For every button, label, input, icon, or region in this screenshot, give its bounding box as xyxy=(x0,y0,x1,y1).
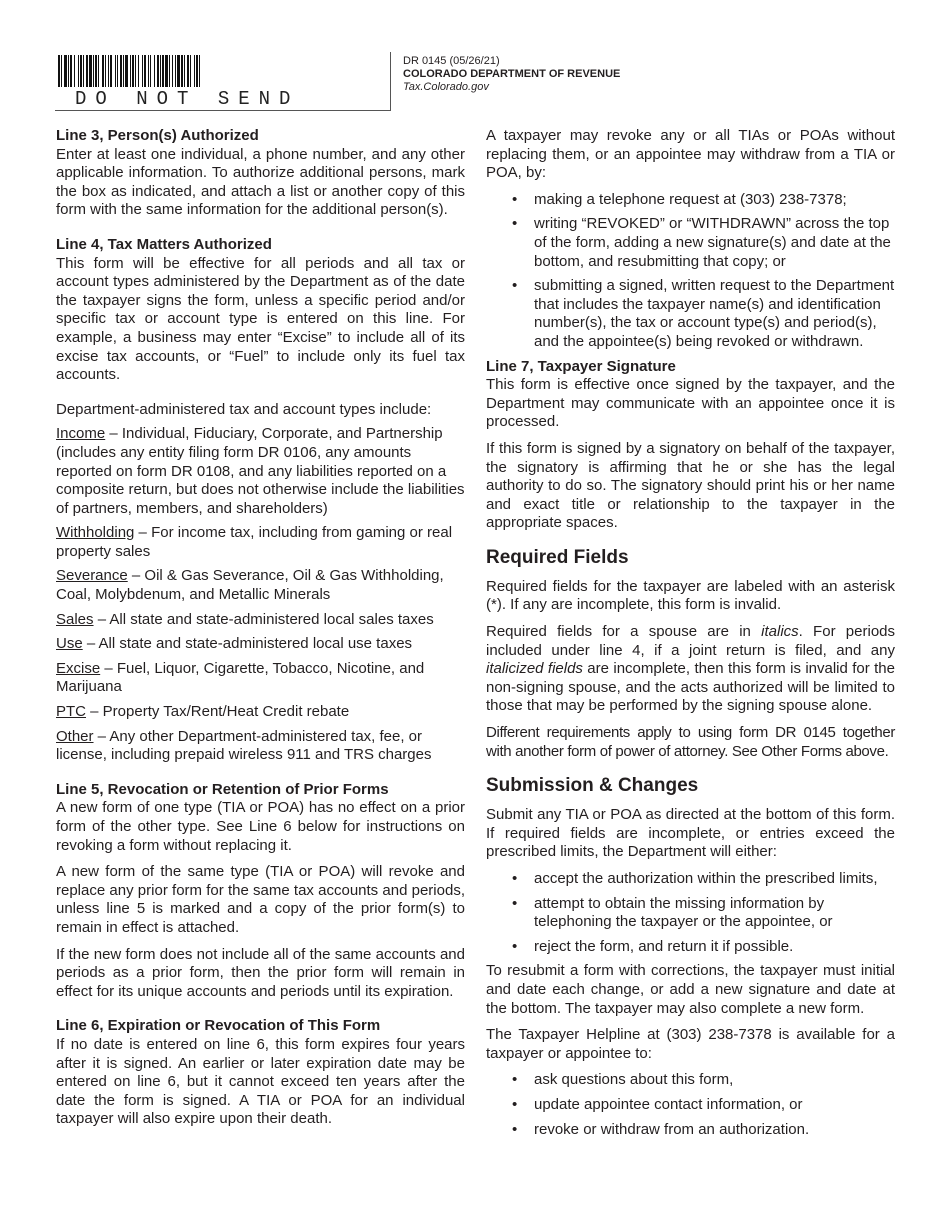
line5-p1: A new form of one type (TIA or POA) has no effect on a prior form of the other type. See Line 6 below for instructions on revoking a form without replacing it. xyxy=(56,799,465,854)
revoke-list xyxy=(486,191,895,352)
tax-type-item xyxy=(56,567,465,604)
list-item: • accept the authorization within the prescribed limits, xyxy=(486,870,895,889)
barcode-bar xyxy=(157,55,159,87)
barcode-bar xyxy=(74,55,75,87)
barcode-bar xyxy=(108,55,109,87)
tax-type-desc: – Fuel, Liquor, Cigarette, Tobacco, Nicotine, and Marijuana xyxy=(56,659,425,696)
tax-type-desc: – Any other Department-administered tax, fee, or license, including prepaid wireless 911 and TRS charges xyxy=(56,727,432,764)
barcode-block xyxy=(55,52,391,111)
form-id: DR 0145 (05/26/21) xyxy=(403,55,500,67)
barcode-bar xyxy=(89,55,92,87)
barcode-bar xyxy=(125,55,128,87)
barcode-image xyxy=(58,55,278,87)
barcode-bar xyxy=(86,55,88,87)
submission-heading: Submission & Changes xyxy=(486,775,699,797)
barcode-bar xyxy=(187,55,189,87)
barcode-bar xyxy=(68,55,69,87)
barcode-bar xyxy=(132,55,134,87)
list-item: • reject the form, and return it if possible. xyxy=(486,938,895,957)
required-p2-part: Required fields for a spouse are in xyxy=(486,623,762,641)
barcode-bar xyxy=(95,55,97,87)
tax-type-desc: – All state and state-administered local sales taxes xyxy=(93,610,434,628)
line6-heading: Line 6, Expiration or Revocation of This Form xyxy=(56,1017,381,1035)
left-column xyxy=(56,127,465,1129)
tax-type-desc: – Individual, Fiduciary, Corporate, and Partnership (includes any entity filing form DR 0106, any amounts reported on form DR 0108, and any liabilities reported on a composite return, but does not otherwise include the liabilities of partners, members, and shareholders) xyxy=(56,425,465,517)
barcode-bar xyxy=(105,55,106,87)
line5-p2: A new form of the same type (TIA or POA) will revoke and replace any prior form for the same tax accounts and periods, unless line 5 is marked and a copy of the prior form(s) to remain in effect is attached. xyxy=(56,863,465,936)
line7-p2: If this form is signed by a signatory on behalf of the taxpayer, the signatory is affirming that he or she has the legal authority to do so. The signatory should print his or her name and exact title or relationship to the taxpayer in the appropriate spaces. xyxy=(486,439,895,532)
list-item: • revoke or withdraw from an authorization. xyxy=(486,1121,895,1140)
tax-type-desc: – For income tax, including from gaming or real property sales xyxy=(56,524,453,560)
required-p3: Different requirements apply to using form DR 0145 together with another form of power of attorney. See Other Forms above. xyxy=(486,724,895,760)
barcode-bar xyxy=(78,55,79,87)
submission-list xyxy=(486,870,895,956)
tax-type-desc: – All state and state-administered local use taxes xyxy=(82,635,413,653)
line7-heading: Line 7, Taxpayer Signature xyxy=(486,357,676,375)
barcode-bar xyxy=(172,55,173,87)
barcode-bar xyxy=(120,55,122,87)
required-p2-part: . For periods included under line 4, if a joint return is filed, and any xyxy=(486,623,895,659)
tax-type-name: Income xyxy=(56,425,106,443)
submission-p3: The Taxpayer Helpline at (303) 238-7378 is available for a taxpayer or appointee to: xyxy=(486,1026,895,1062)
line3-text: Enter at least one individual, a phone number, and any other applicable information. To authorize additional persons, mark the box as indicated, and attach a list or another copy of this form with the same information for the additional person(s). xyxy=(56,145,465,219)
barcode-bar xyxy=(169,55,170,87)
required-p2-part: are incomplete, then this form is invalid for the non-signing spouse, and the acts authorized will be limited to those that may be performed by the signing spouse alone. xyxy=(486,660,895,715)
submission-p1: Submit any TIA or POA as directed at the bottom of this form. If required fields are incomplete, or entries exceed the prescribed limits, the Department will either: xyxy=(486,806,895,861)
barcode-bar xyxy=(83,55,84,87)
barcode-bar xyxy=(154,55,155,87)
line4-text: This form will be effective for all periods and all tax or account types administered by the Department as of the date the taxpayer signs the form, unless a specific period and/or specific tax or account type is entered on this line. For example, a business may enter “Excise” to include all of its excise tax accounts, or “Fuel” to include only its fuel tax accounts. xyxy=(56,254,465,384)
types-intro: Department-administered tax and account types include: xyxy=(56,400,432,418)
barcode-bar xyxy=(181,55,183,87)
barcode-bar xyxy=(184,55,185,87)
barcode-bar xyxy=(142,55,143,87)
submission-p2: To resubmit a form with corrections, the taxpayer must initial and date each change, or add a new signature and date at the bottom. The taxpayer may also complete a new form. xyxy=(486,962,895,1017)
barcode-bar xyxy=(148,55,149,87)
barcode-bar xyxy=(58,55,60,87)
barcode-bar xyxy=(102,55,104,87)
revoke-intro: A taxpayer may revoke any or all TIAs or POAs without replacing them, or an appointee may withdraw from a TIA or POA, by: xyxy=(486,127,895,182)
line5-heading: Line 5, Revocation or Retention of Prior Forms xyxy=(56,780,389,798)
line5-p3: If the new form does not include all of the same accounts and periods as a prior form, then the prior form will remain in effect for its unique accounts and periods until its expiration. xyxy=(56,945,465,1000)
tax-type-desc: – Oil & Gas Severance, Oil & Gas Withholding, Coal, Molybdenum, and Metallic Minerals xyxy=(56,567,444,604)
tax-type-name: PTC xyxy=(56,703,86,721)
required-fields-heading: Required Fields xyxy=(486,546,629,568)
barcode-bar xyxy=(162,55,164,87)
do-not-send-label: DO NOT SEND xyxy=(75,88,300,110)
line7-p1: This form is effective once signed by the taxpayer, and the Department may communicate with an appointee once it is processed. xyxy=(486,376,895,431)
tax-type-name: Sales xyxy=(56,610,94,628)
barcode-bar xyxy=(61,55,62,87)
required-p2-italic: italics xyxy=(761,623,799,641)
barcode-bar xyxy=(135,55,136,87)
website: Tax.Colorado.gov xyxy=(403,81,489,93)
required-p1: Required fields for the taxpayer are labeled with an asterisk (*). If any are incomplete, this form is invalid. xyxy=(486,577,895,614)
barcode-bar xyxy=(160,55,161,87)
barcode-bar xyxy=(150,55,151,87)
barcode-bar xyxy=(138,55,139,87)
required-p2 xyxy=(486,623,895,716)
tax-type-name: Withholding xyxy=(56,524,135,542)
barcode-bar xyxy=(70,55,72,87)
list-item: • writing “REVOKED” or “WITHDRAWN” across the top of the form, adding a new signature(s) and date at the bottom, and resubmitting that copy; or xyxy=(486,215,895,271)
barcode-bar xyxy=(175,55,176,87)
tax-type-item xyxy=(56,611,465,630)
barcode-bar xyxy=(190,55,191,87)
barcode-bar xyxy=(165,55,168,87)
barcode-bar xyxy=(98,55,99,87)
list-item: • attempt to obtain the missing information by telephoning the taxpayer or the appointee, or xyxy=(486,895,895,932)
barcode-bar xyxy=(199,55,200,87)
barcode-bar xyxy=(130,55,131,87)
tax-type-name: Excise xyxy=(56,659,101,677)
department-name: COLORADO DEPARTMENT OF REVENUE xyxy=(403,68,621,80)
helpline-list xyxy=(486,1071,895,1139)
line4-heading: Line 4, Tax Matters Authorized xyxy=(56,235,272,253)
barcode-bar xyxy=(80,55,82,87)
tax-type-name: Use xyxy=(56,635,83,653)
barcode-bar xyxy=(110,55,112,87)
list-item: • ask questions about this form, xyxy=(486,1071,895,1090)
tax-types-list xyxy=(56,425,465,765)
barcode-bar xyxy=(144,55,146,87)
line6-text: If no date is entered on line 6, this form expires four years after it is signed. An earlier or later expiration date may be entered on line 6, but it cannot exceed ten years after the date the form is signed. A TIA or POA for an individual taxpayer will also expire upon their death. xyxy=(56,1035,465,1128)
tax-type-item xyxy=(56,524,465,561)
barcode-bar xyxy=(196,55,198,87)
tax-type-item xyxy=(56,728,465,765)
tax-type-name: Severance xyxy=(56,567,128,585)
tax-type-item xyxy=(56,635,465,654)
tax-type-desc: – Property Tax/Rent/Heat Credit rebate xyxy=(86,703,350,721)
tax-type-item xyxy=(56,703,465,722)
barcode-bar xyxy=(194,55,195,87)
tax-type-item xyxy=(56,425,465,518)
form-header xyxy=(403,55,620,94)
list-item: • submitting a signed, written request to the Department that includes the taxpayer name(s) and identification number(s), the tax or account type(s) and period(s), and the appointee(s) being revoked or withdrawn. xyxy=(486,277,895,351)
required-p2-italic: italicized fields xyxy=(486,660,583,678)
line3-heading: Line 3, Person(s) Authorized xyxy=(56,127,259,144)
barcode-bar xyxy=(117,55,118,87)
list-item: • making a telephone request at (303) 238-7378; xyxy=(486,191,895,210)
barcode-bar xyxy=(123,55,124,87)
barcode-bar xyxy=(93,55,94,87)
right-column xyxy=(486,127,895,1145)
tax-type-item xyxy=(56,660,465,697)
tax-type-name: Other xyxy=(56,727,94,745)
barcode-bar xyxy=(64,55,67,87)
list-item: • update appointee contact information, or xyxy=(486,1096,895,1115)
barcode-bar xyxy=(115,55,116,87)
barcode-bar xyxy=(177,55,180,87)
